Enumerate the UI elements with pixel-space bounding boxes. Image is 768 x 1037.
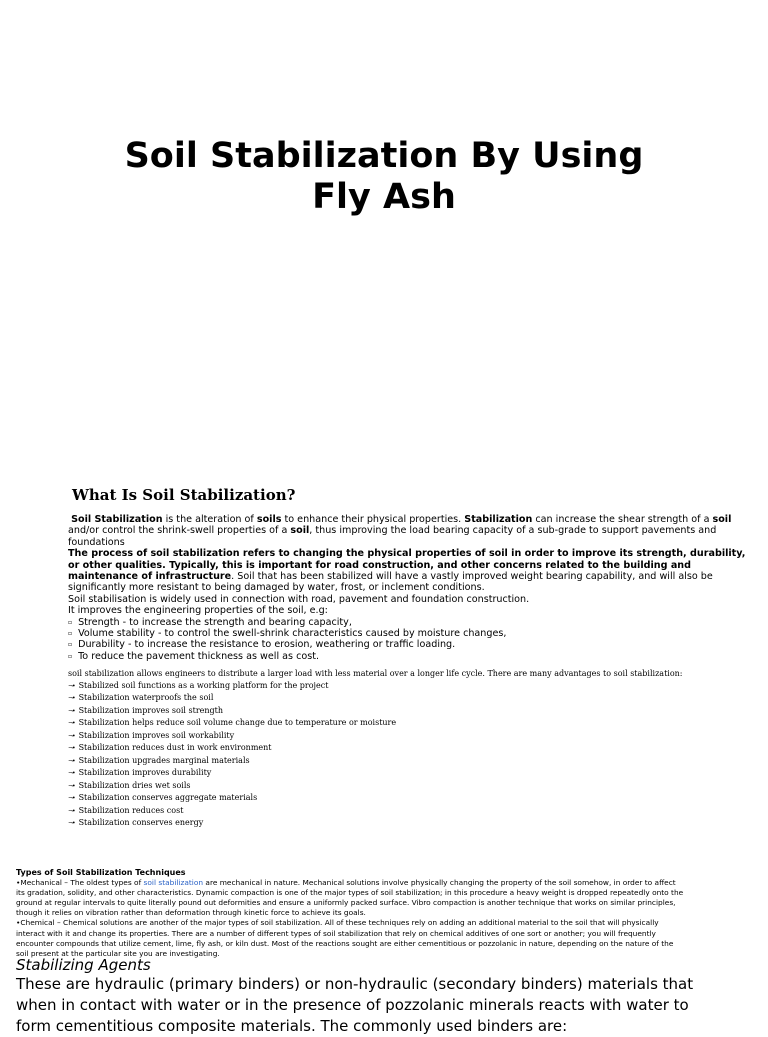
text-run: are mechanical in nature. Mechanical solutions involve physically changing the property of the soil somehow, in order to affect its gradation, solidity, and other characteristics. Dynamic compaction is one of the major types of soil stabilization; in this procedure a heavy weight is dropped repeatedly onto the ground at regular intervals to quite literally pound out deformities and ensure a uniformly packed surface. Vibro compaction is another technique that works on similar principles, though it relies on vibration rather than deformation through kinetic force to achieve its goals. xyxy=(16,878,684,918)
advantage-text: Stabilization reduces cost xyxy=(78,805,184,815)
advantage-text: Stabilization waterproofs the soil xyxy=(78,693,214,702)
title-line-2: Fly Ash xyxy=(312,177,456,217)
bullet-text: To reduce the pavement thickness as well as cost. xyxy=(78,650,320,662)
arrow-bullet-icon: ¬• xyxy=(68,707,75,715)
bullet-icon: ▫ xyxy=(68,652,73,660)
text-run: . Soil that has been stabilized will have a vastly improved weight bearing capability, and will also be significantly more resistant to being damaged by water, frost, or inclement conditions. xyxy=(68,571,713,594)
term-soil-stabilization: Soil Stabilization xyxy=(71,514,163,525)
process-definition: The process of soil stabilization refers to changing the physical properties of soil in order to improve its strength, durability, or other qualities. Typically, this is important for road construction, and other concerns related to the building and maintenance of infrastructure xyxy=(68,548,746,583)
text-run: is the alteration of xyxy=(162,514,257,525)
soil-stabilization-link[interactable]: soil stabilization xyxy=(143,878,204,888)
stabilizing-agents-text: These are hydraulic (primary binders) or non-hydraulic (secondary binders) materials that when in contact with water or in the presence of pozzolanic minerals reacts with water to form cementitious composite materials. The commonly used binders are: xyxy=(16,975,694,1035)
types-heading: Types of Soil Stabilization Techniques xyxy=(16,868,186,877)
advantage-item xyxy=(68,767,748,780)
advantage-item xyxy=(68,730,748,743)
intro-paragraph-4: It improves the engineering properties of the soil, e.g: xyxy=(68,605,328,617)
chemical-paragraph: •Chemical – Chemical solutions are another of the major types of soil stabilization. All of these techniques rely on adding an additional material to the soil that will physically interact with it and change its properties. There are a number of different types of soil stabilization that rely on chemical additives of one sort or another; you will frequently encounter compounds that utilize cement, lime, fly ash, or kiln dust. Most of the reactions sought are either cementitious or pozzolanic in nature, depending on the nature of the soil present at the particular site you are investigating. xyxy=(16,918,674,958)
intro-paragraph-1 xyxy=(68,514,748,548)
advantage-text: Stabilization improves durability xyxy=(78,768,212,777)
advantage-item xyxy=(68,817,748,830)
arrow-bullet-icon: ¬• xyxy=(68,820,75,827)
advantage-text: Stabilization upgrades marginal materials xyxy=(78,755,250,765)
text-run: •Mechanical – The oldest types of xyxy=(16,878,144,888)
advantage-text: Stabilized soil functions as a working platform for the project xyxy=(78,680,329,690)
property-bullet xyxy=(68,639,748,650)
text-run: to enhance their physical properties. xyxy=(281,514,465,525)
advantage-item xyxy=(68,717,748,730)
text-run: , thus improving the load bearing capacity of a sub-grade to support pavements and foundations xyxy=(68,525,717,548)
arrow-bullet-icon: ¬• xyxy=(68,745,75,752)
advantage-text: Stabilization conserves aggregate materials xyxy=(78,793,258,802)
advantage-text: Stabilization reduces dust in work environment xyxy=(78,743,272,752)
text-run: can increase the shear strength of a xyxy=(532,514,713,525)
term-soils: soils xyxy=(256,514,282,525)
term-soil: soil xyxy=(712,514,732,525)
advantage-item xyxy=(68,805,748,818)
advantage-item xyxy=(68,755,748,768)
advantage-item xyxy=(68,705,748,718)
advantage-item xyxy=(68,780,748,793)
advantage-text: Stabilization improves soil strength xyxy=(78,705,224,715)
arrow-bullet-icon: ¬• xyxy=(68,732,75,740)
arrow-bullet-icon: ¬• xyxy=(68,757,75,765)
property-bullet xyxy=(68,617,748,628)
arrow-bullet-icon: ¬• xyxy=(68,770,75,777)
arrow-bullet-icon: ¬• xyxy=(68,695,75,702)
intro-paragraph-2 xyxy=(68,548,748,594)
section-heading: What Is Soil Stabilization? xyxy=(72,486,296,504)
types-block xyxy=(16,868,684,959)
arrow-bullet-icon: ¬• xyxy=(68,795,75,802)
term-stabilization: Stabilization xyxy=(464,514,533,525)
property-bullet xyxy=(68,651,748,662)
advantage-item xyxy=(68,692,748,705)
text-run: and/or control the shrink-swell properties of a xyxy=(68,525,291,537)
mechanical-paragraph xyxy=(16,878,684,918)
title-line-1: Soil Stabilization By Using xyxy=(124,136,644,176)
advantage-text: Stabilization dries wet soils xyxy=(78,780,191,790)
bullet-icon: ▫ xyxy=(68,630,73,638)
arrow-bullet-icon: ¬• xyxy=(68,782,75,790)
property-bullet xyxy=(68,628,748,639)
advantage-text: Stabilization improves soil workability xyxy=(78,730,235,740)
arrow-bullet-icon: ¬• xyxy=(68,807,75,815)
advantage-item xyxy=(68,742,748,755)
advantage-text: Stabilization helps reduce soil volume change due to temperature or moisture xyxy=(78,718,397,727)
bullet-text: Durability - to increase the resistance to erosion, weathering or traffic loading. xyxy=(78,639,456,651)
bullet-icon: ▫ xyxy=(68,618,73,626)
bullet-text: Volume stability - to control the swell-shrink characteristics caused by moisture changes, xyxy=(78,628,507,640)
intro-paragraph-3: Soil stabilisation is widely used in connection with road, pavement and foundation construction. xyxy=(68,593,530,605)
advantage-item xyxy=(68,792,748,805)
bullet-icon: ▫ xyxy=(68,641,73,649)
advantages-lead: soil stabilization allows engineers to distribute a larger load with less material over a longer life cycle. There are many advantages to soil stabilization: xyxy=(68,669,683,678)
arrow-bullet-icon: ¬• xyxy=(68,682,75,690)
advantage-text: Stabilization conserves energy xyxy=(78,818,204,827)
arrow-bullet-icon: ¬• xyxy=(68,720,75,727)
advantages-block xyxy=(68,668,748,830)
stabilizing-agents-heading: Stabilizing Agents xyxy=(16,956,151,974)
bullet-text: Strength - to increase the strength and bearing capacity, xyxy=(78,616,352,628)
intro-block xyxy=(68,514,748,662)
page-title xyxy=(0,136,768,218)
advantage-item xyxy=(68,680,748,693)
term-soil: soil xyxy=(290,525,310,537)
